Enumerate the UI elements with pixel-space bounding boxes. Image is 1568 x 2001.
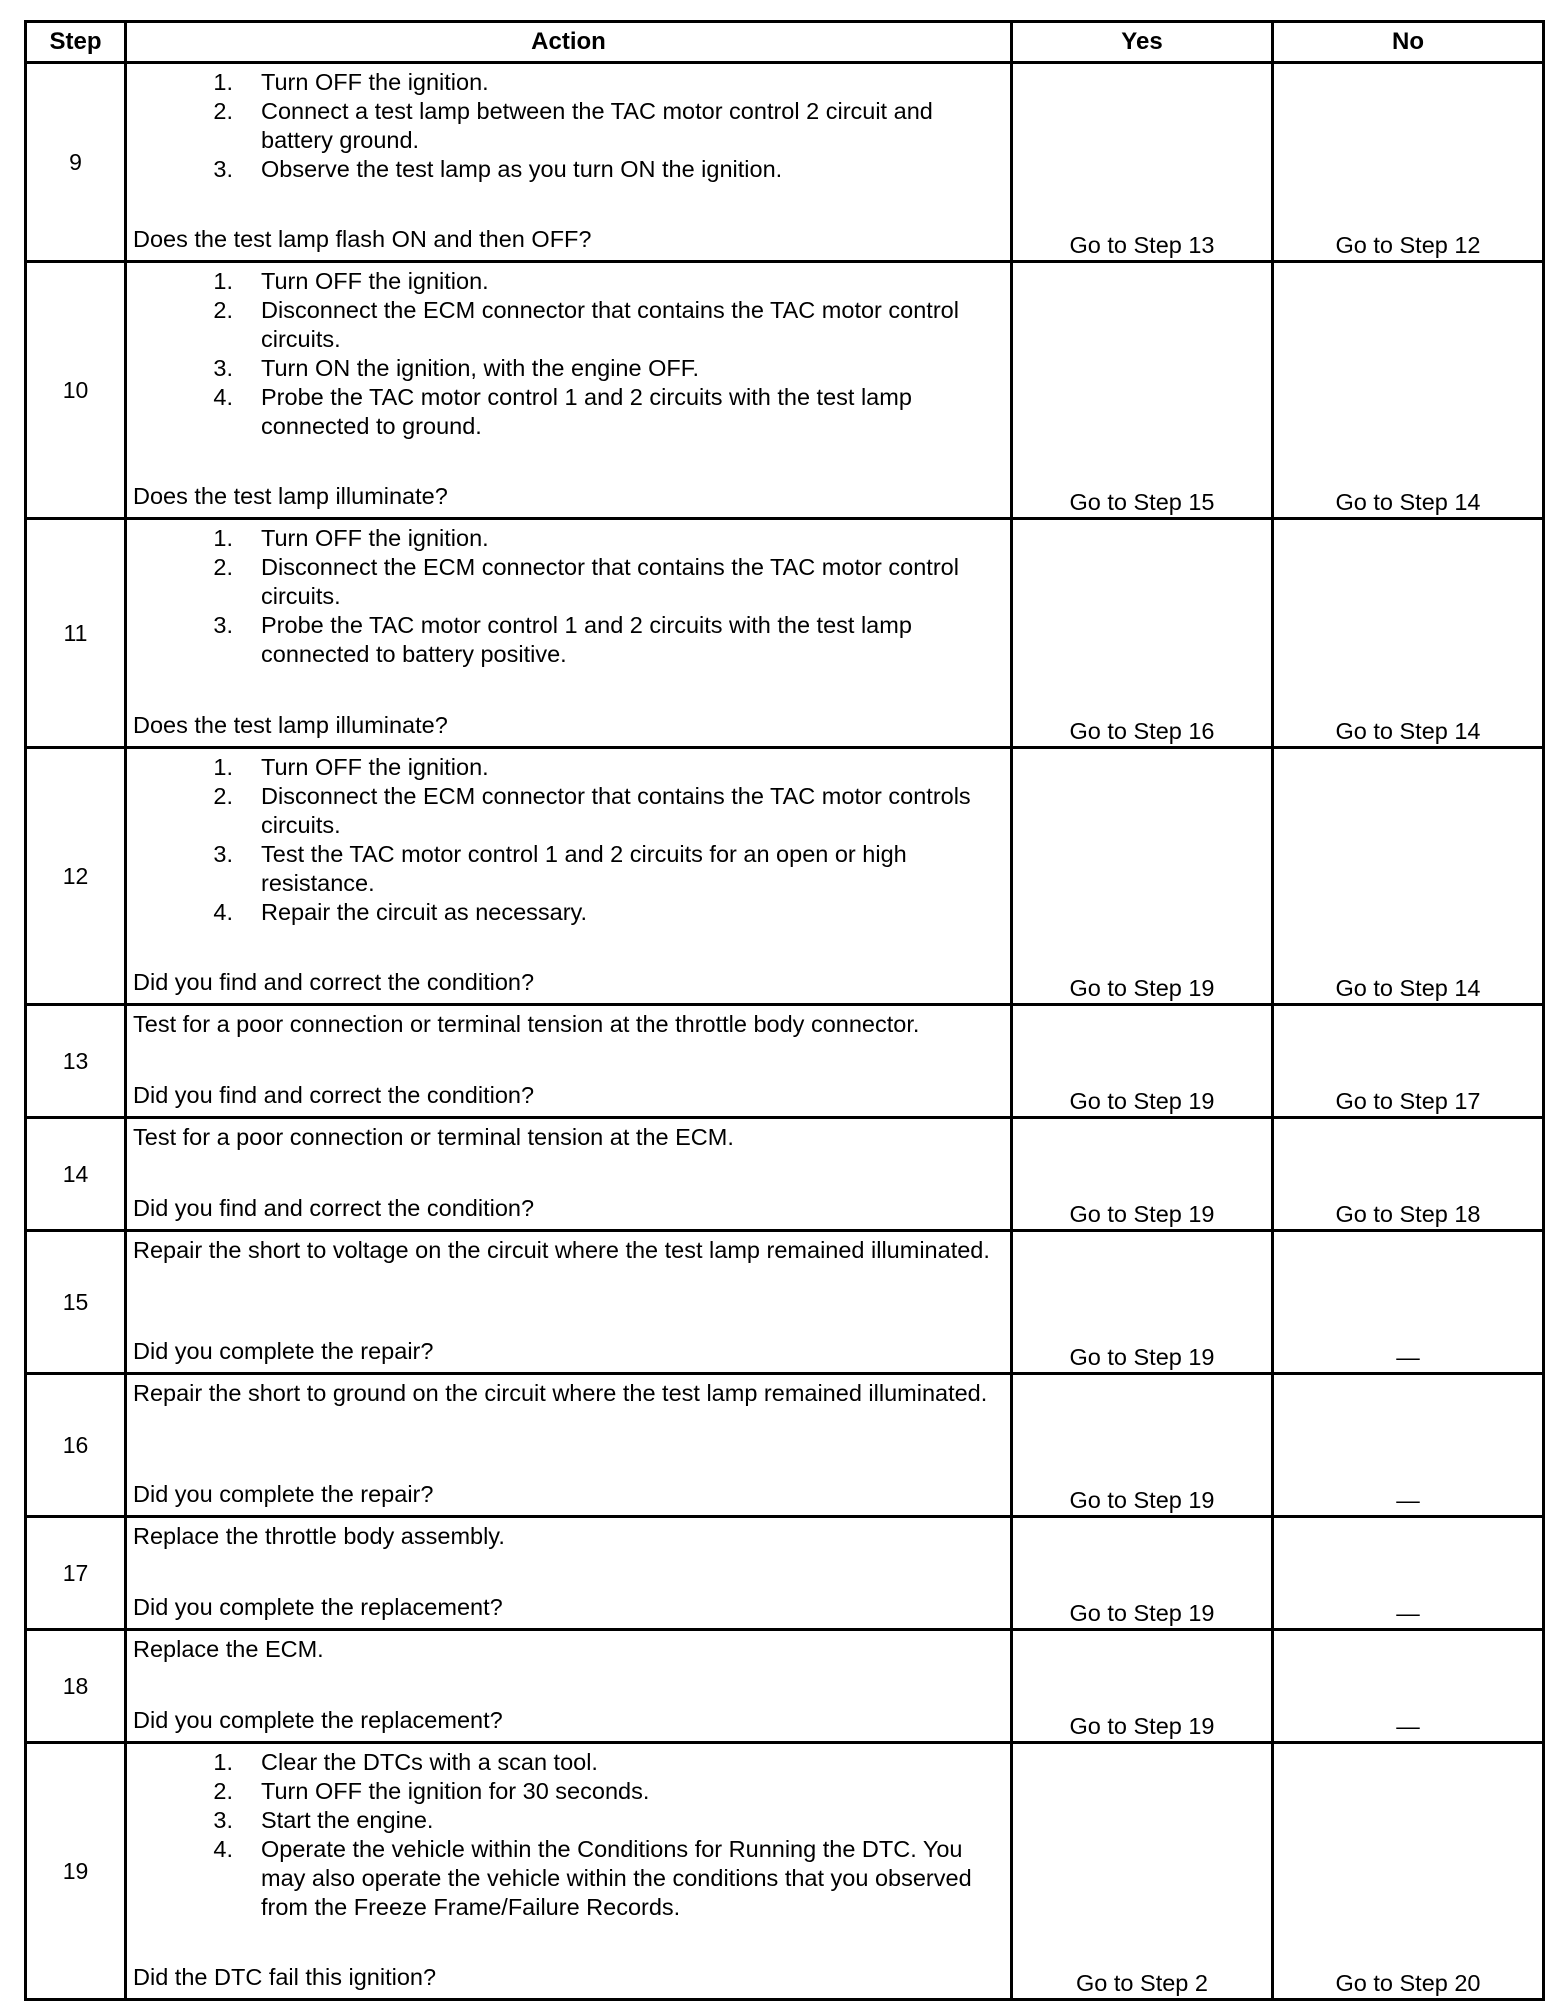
action-instruction: Repair the short to ground on the circuit where the test lamp remained illuminated.	[133, 1380, 988, 1406]
list-item	[133, 840, 1004, 898]
yes-result: Go to Step 2	[1012, 1743, 1273, 2000]
no-result: —	[1273, 1231, 1544, 1374]
action-cell	[126, 519, 1012, 748]
yes-result: Go to Step 16	[1012, 519, 1273, 748]
list-item-number: 3.	[213, 1807, 233, 1833]
step-number: 16	[26, 1374, 126, 1517]
action-cell	[126, 1231, 1012, 1374]
no-result: Go to Step 12	[1273, 63, 1544, 262]
step-number: 19	[26, 1743, 126, 2000]
action-cell	[126, 748, 1012, 1005]
list-item-number: 1.	[213, 268, 233, 294]
action-question: Did you find and correct the condition?	[133, 1195, 535, 1221]
list-item-text: Clear the DTCs with a scan tool.	[261, 1749, 598, 1775]
list-item-number: 4.	[213, 384, 233, 410]
step-number: 13	[26, 1005, 126, 1118]
yes-result: Go to Step 19	[1012, 1517, 1273, 1630]
list-item	[133, 1835, 1004, 1922]
action-cell	[126, 1517, 1012, 1630]
list-item-text: Connect a test lamp between the TAC motor control 2 circuit and battery ground.	[261, 98, 933, 153]
no-result: —	[1273, 1630, 1544, 1743]
list-item-number: 3.	[213, 841, 233, 867]
header-step: Step	[26, 22, 126, 63]
action-question: Did the DTC fail this ignition?	[133, 1964, 437, 1990]
no-result: Go to Step 17	[1273, 1005, 1544, 1118]
list-item	[133, 155, 1004, 184]
list-item	[133, 898, 1004, 927]
action-question: Does the test lamp flash ON and then OFF?	[133, 226, 592, 252]
list-item	[133, 1777, 1004, 1806]
diagnostic-table	[24, 20, 1545, 2001]
list-item-text: Turn OFF the ignition.	[261, 69, 489, 95]
table-row	[26, 1231, 1544, 1374]
list-item-text: Probe the TAC motor control 1 and 2 circuits with the test lamp connected to battery positive.	[261, 612, 912, 667]
list-item-number: 1.	[213, 69, 233, 95]
yes-result: Go to Step 19	[1012, 1005, 1273, 1118]
list-item	[133, 68, 1004, 97]
action-steps-list	[133, 1748, 1004, 1922]
list-item	[133, 97, 1004, 155]
yes-result: Go to Step 19	[1012, 1118, 1273, 1231]
list-item-number: 2.	[213, 554, 233, 580]
action-cell	[126, 1743, 1012, 2000]
list-item-text: Start the engine.	[261, 1807, 434, 1833]
action-question: Did you find and correct the condition?	[133, 969, 535, 995]
no-result: —	[1273, 1517, 1544, 1630]
list-item-text: Disconnect the ECM connector that contains the TAC motor control circuits.	[261, 554, 959, 609]
list-item-text: Operate the vehicle within the Conditions for Running the DTC. You may also operate the vehicle within the conditions that you observed from the Freeze Frame/Failure Records.	[261, 1836, 972, 1920]
list-item-text: Turn OFF the ignition for 30 seconds.	[261, 1778, 650, 1804]
step-number: 12	[26, 748, 126, 1005]
list-item-number: 1.	[213, 1749, 233, 1775]
list-item-number: 1.	[213, 754, 233, 780]
step-number: 14	[26, 1118, 126, 1231]
action-steps-list	[133, 267, 1004, 441]
yes-result: Go to Step 19	[1012, 1630, 1273, 1743]
step-number: 18	[26, 1630, 126, 1743]
yes-result: Go to Step 19	[1012, 1231, 1273, 1374]
action-cell	[126, 1118, 1012, 1231]
action-question: Did you complete the replacement?	[133, 1707, 503, 1733]
action-instruction: Replace the throttle body assembly.	[133, 1523, 505, 1549]
list-item	[133, 611, 1004, 669]
list-item-number: 2.	[213, 98, 233, 124]
action-question: Did you complete the repair?	[133, 1338, 434, 1364]
list-item-number: 2.	[213, 783, 233, 809]
table-row	[26, 63, 1544, 262]
list-item	[133, 1748, 1004, 1777]
list-item-number: 4.	[213, 1836, 233, 1862]
action-instruction: Repair the short to voltage on the circuit where the test lamp remained illuminated.	[133, 1237, 990, 1263]
action-cell	[126, 262, 1012, 519]
list-item-text: Disconnect the ECM connector that contains the TAC motor controls circuits.	[261, 783, 971, 838]
table-row	[26, 262, 1544, 519]
action-question: Did you find and correct the condition?	[133, 1082, 535, 1108]
list-item	[133, 753, 1004, 782]
list-item-text: Repair the circuit as necessary.	[261, 899, 588, 925]
list-item	[133, 1806, 1004, 1835]
list-item-text: Turn ON the ignition, with the engine OFF.	[261, 355, 700, 381]
no-result: Go to Step 14	[1273, 262, 1544, 519]
list-item-text: Turn OFF the ignition.	[261, 268, 489, 294]
action-steps-list	[133, 753, 1004, 927]
list-item-number: 1.	[213, 525, 233, 551]
list-item-text: Observe the test lamp as you turn ON the ignition.	[261, 156, 783, 182]
list-item	[133, 553, 1004, 611]
table-row	[26, 1118, 1544, 1231]
list-item-text: Probe the TAC motor control 1 and 2 circuits with the test lamp connected to ground.	[261, 384, 912, 439]
table-row	[26, 748, 1544, 1005]
no-result: Go to Step 14	[1273, 519, 1544, 748]
table-row	[26, 1374, 1544, 1517]
action-steps-list	[133, 68, 1004, 184]
no-result: Go to Step 14	[1273, 748, 1544, 1005]
action-cell	[126, 1005, 1012, 1118]
list-item	[133, 267, 1004, 296]
list-item-number: 2.	[213, 1778, 233, 1804]
list-item	[133, 383, 1004, 441]
list-item	[133, 296, 1004, 354]
action-question: Does the test lamp illuminate?	[133, 712, 448, 738]
list-item	[133, 524, 1004, 553]
list-item-number: 3.	[213, 612, 233, 638]
step-number: 10	[26, 262, 126, 519]
yes-result: Go to Step 19	[1012, 1374, 1273, 1517]
action-cell	[126, 63, 1012, 262]
list-item-number: 4.	[213, 899, 233, 925]
header-yes: Yes	[1012, 22, 1273, 63]
table-row	[26, 1630, 1544, 1743]
yes-result: Go to Step 15	[1012, 262, 1273, 519]
list-item-number: 3.	[213, 355, 233, 381]
list-item	[133, 354, 1004, 383]
action-instruction: Replace the ECM.	[133, 1636, 324, 1662]
no-result: —	[1273, 1374, 1544, 1517]
yes-result: Go to Step 19	[1012, 748, 1273, 1005]
list-item	[133, 782, 1004, 840]
table-row	[26, 519, 1544, 748]
list-item-text: Turn OFF the ignition.	[261, 525, 489, 551]
no-result: Go to Step 20	[1273, 1743, 1544, 2000]
yes-result: Go to Step 13	[1012, 63, 1273, 262]
action-cell	[126, 1630, 1012, 1743]
table-row	[26, 1005, 1544, 1118]
action-instruction: Test for a poor connection or terminal tension at the throttle body connector.	[133, 1011, 920, 1037]
action-instruction: Test for a poor connection or terminal tension at the ECM.	[133, 1124, 734, 1150]
action-question: Did you complete the replacement?	[133, 1594, 503, 1620]
list-item-number: 2.	[213, 297, 233, 323]
list-item-text: Turn OFF the ignition.	[261, 754, 489, 780]
step-number: 9	[26, 63, 126, 262]
action-cell	[126, 1374, 1012, 1517]
step-number: 11	[26, 519, 126, 748]
no-result: Go to Step 18	[1273, 1118, 1544, 1231]
header-no: No	[1273, 22, 1544, 63]
step-number: 17	[26, 1517, 126, 1630]
table-row	[26, 1517, 1544, 1630]
action-question: Did you complete the repair?	[133, 1481, 434, 1507]
header-action: Action	[126, 22, 1012, 63]
list-item-text: Test the TAC motor control 1 and 2 circuits for an open or high resistance.	[261, 841, 907, 896]
header-row	[26, 22, 1544, 63]
list-item-number: 3.	[213, 156, 233, 182]
action-steps-list	[133, 524, 1004, 669]
table-row	[26, 1743, 1544, 2000]
list-item-text: Disconnect the ECM connector that contains the TAC motor control circuits.	[261, 297, 959, 352]
action-question: Does the test lamp illuminate?	[133, 483, 448, 509]
step-number: 15	[26, 1231, 126, 1374]
